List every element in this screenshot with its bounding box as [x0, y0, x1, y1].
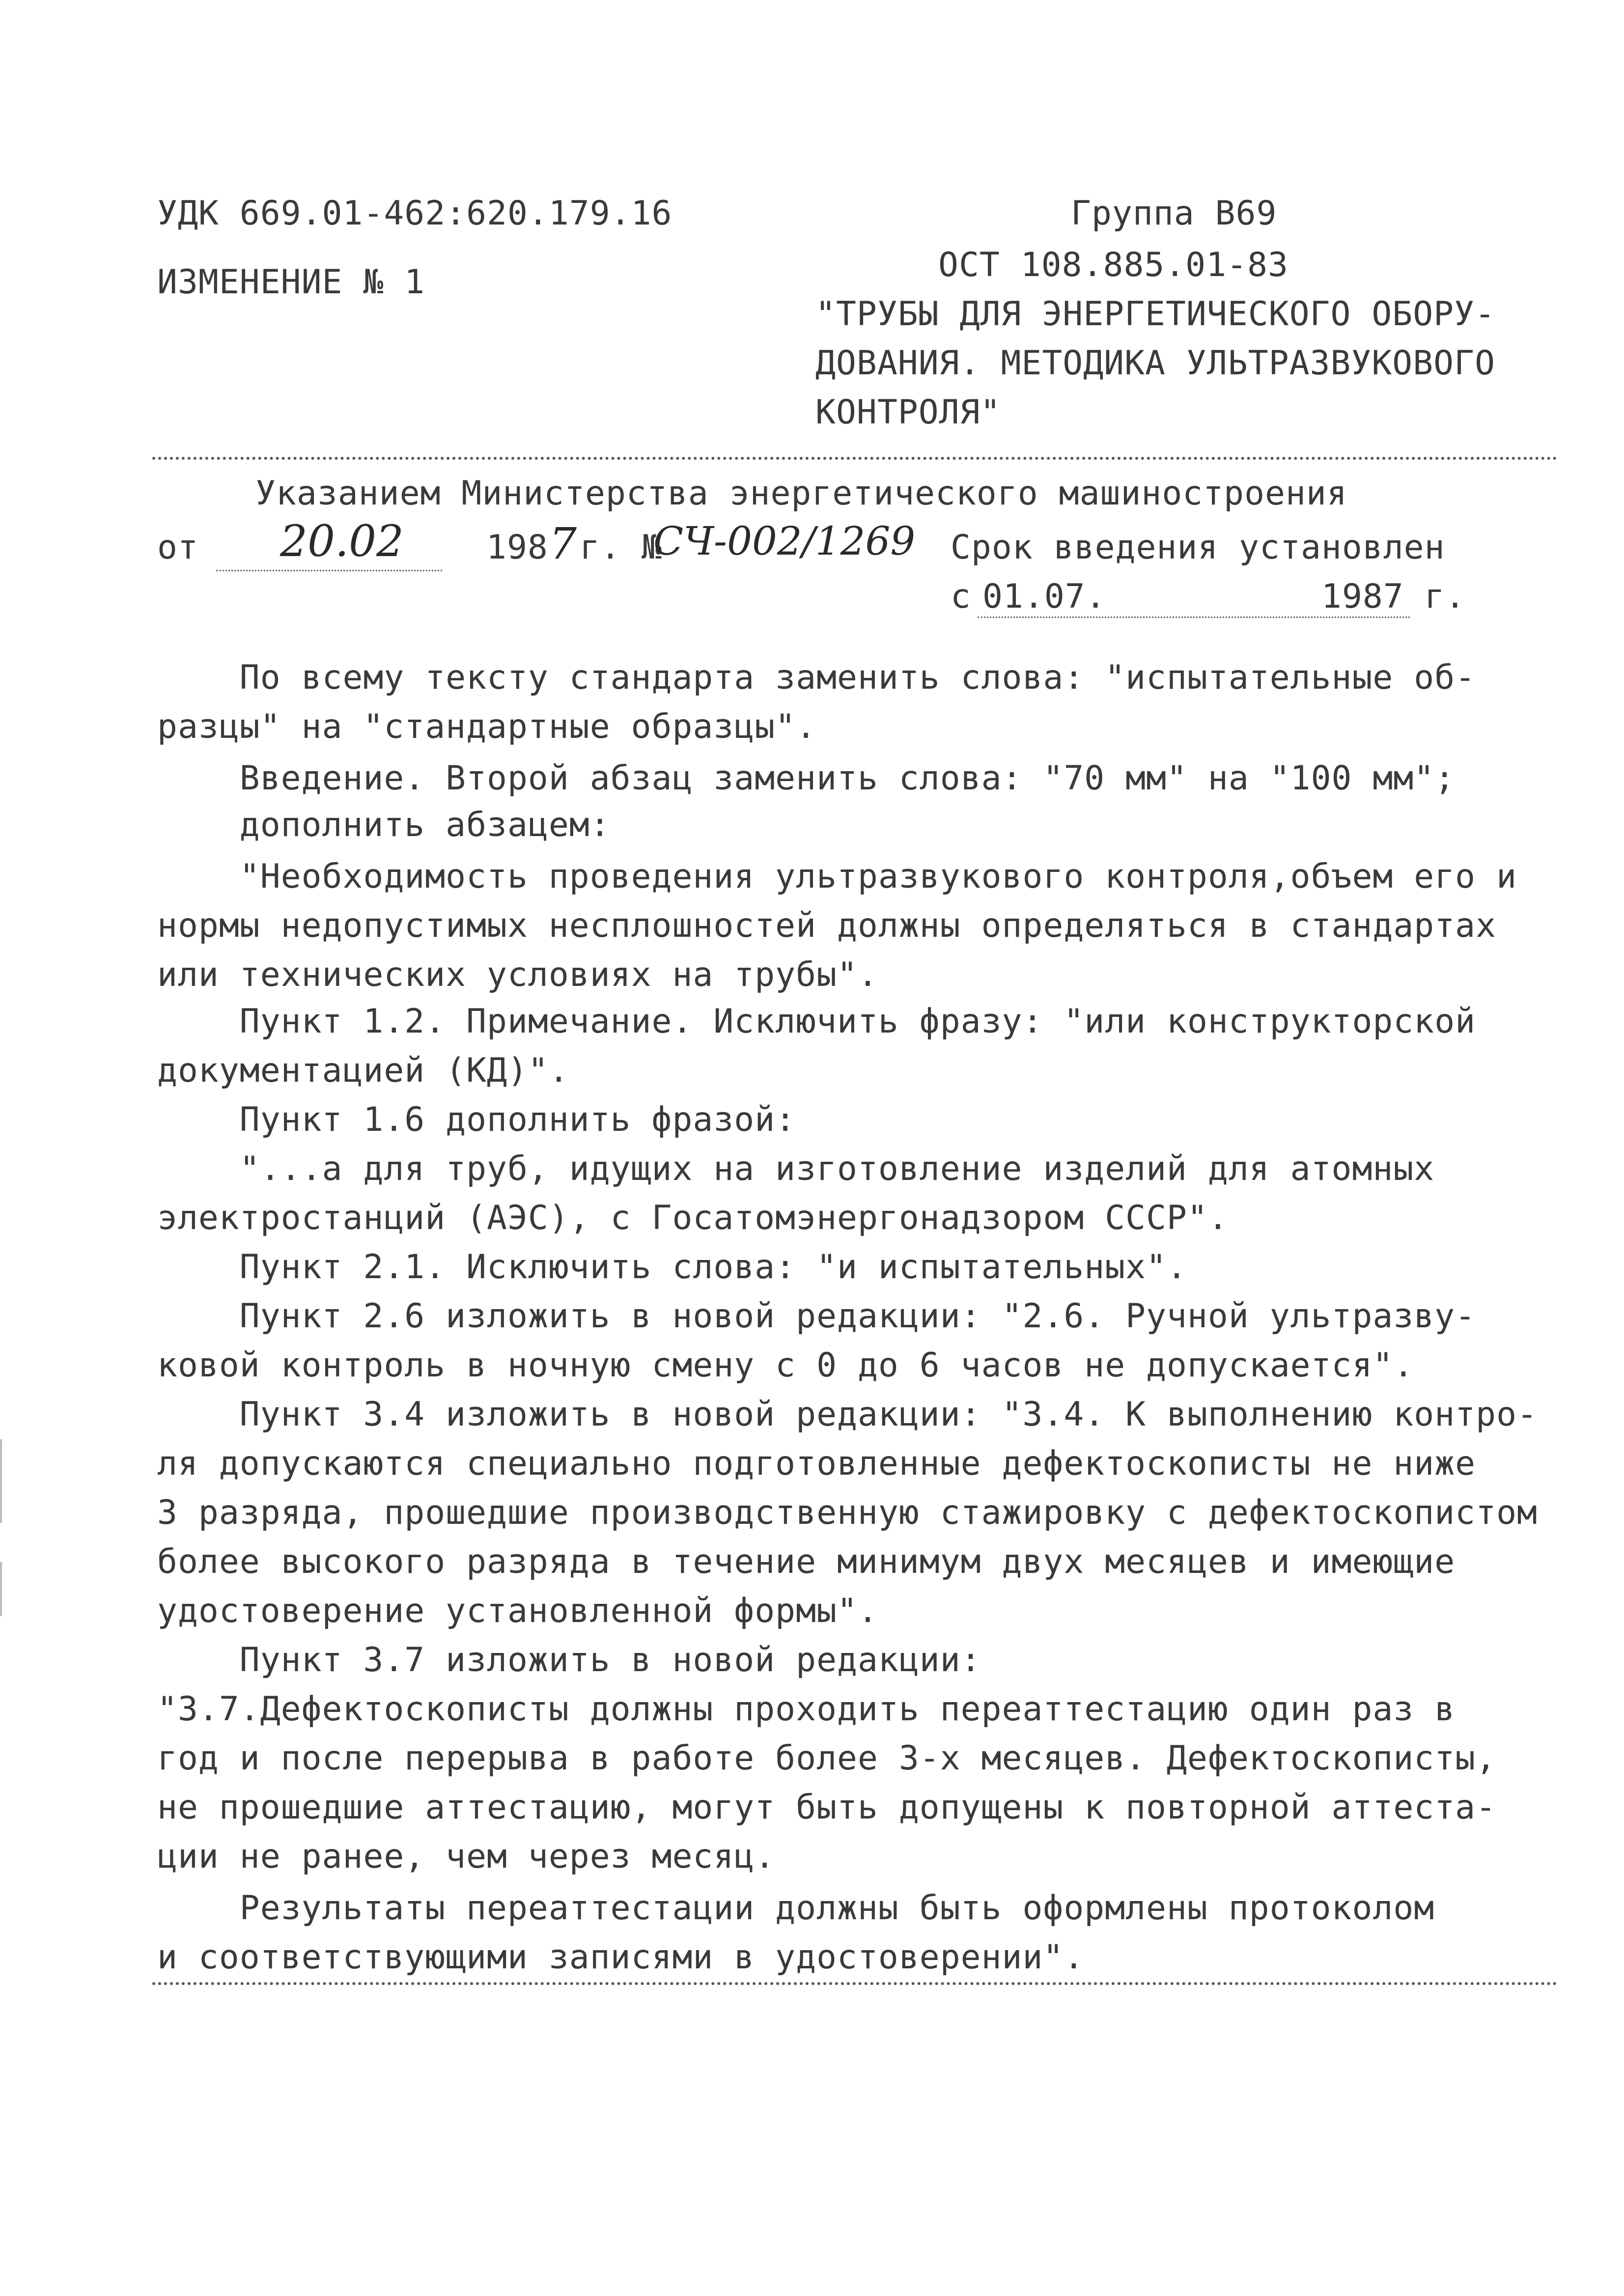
body-line: Пункт 1.2. Примечание. Исключить фразу: "или конструкторской [157, 1002, 1476, 1041]
body-line: По всему тексту стандарта заменить слова: "испытательные об- [157, 658, 1476, 697]
bottom-separator [152, 1982, 1557, 1985]
body-line: нормы недопустимых несплошностей должны определяться в стандартах [157, 906, 1497, 945]
body-line: удостоверение установленной формы". [157, 1592, 878, 1630]
body-line: "Необходимость проведения ультразвукового контроля,объем его и [157, 857, 1517, 896]
body-line: Пункт 2.6 изложить в новой редакции: "2.6. Ручной ультразву- [157, 1297, 1476, 1336]
handwritten-date: 20.02 [280, 516, 404, 566]
body-line: "...а для труб, идущих на изготовление изделий для атомных [157, 1149, 1435, 1188]
effective-underline [978, 616, 1410, 618]
body-line: Пункт 2.1. Исключить слова: "и испытательных". [157, 1248, 1187, 1287]
directive-line: Указанием Министерства энергетического машиностроения [255, 474, 1347, 513]
handwritten-year-digit: 7 [549, 518, 577, 569]
year-prefix: 198 [486, 528, 548, 567]
date-underline [216, 570, 442, 571]
body-line: Введение. Второй абзац заменить слова: "70 мм" на "100 мм"; [157, 759, 1456, 798]
effective-label: Срок введения установлен [951, 528, 1445, 567]
standard-title-line: КОНТРОЛЯ" [815, 393, 1001, 432]
udk-code: УДК 669.01-462:620.179.16 [157, 194, 672, 233]
standard-title-line: "ТРУБЫ ДЛЯ ЭНЕРГЕТИЧЕСКОГО ОБОРУ- [815, 295, 1496, 334]
body-line: Пункт 3.4 изложить в новой редакции: "3.4. К выполнению контро- [157, 1395, 1538, 1434]
scan-edge-mark [0, 1439, 2, 1523]
body-line: документацией (КД)". [157, 1051, 569, 1090]
effective-year: 1987 г. [1321, 577, 1466, 616]
body-line: Пункт 3.7 изложить в новой редакции: [157, 1641, 981, 1680]
body-line: "3.7.Дефектоскописты должны проходить переаттестацию один раз в [157, 1690, 1456, 1729]
standard-number: ОСТ 108.885.01-83 [938, 246, 1288, 284]
body-line: 3 разряда, прошедшие производственную стажировку с дефектоскопистом [157, 1493, 1538, 1532]
body-line: разцы" на "стандартные образцы". [157, 707, 817, 746]
body-line: и соответствующими записями в удостоверении". [157, 1938, 1085, 1977]
body-line: или технических условиях на трубы". [157, 955, 878, 994]
group-code: Группа В69 [1071, 194, 1277, 233]
body-line: Результаты переаттестации должны быть оформлены протоколом [157, 1889, 1435, 1928]
from-label: от [157, 528, 198, 567]
top-separator [152, 457, 1557, 460]
body-line: год и после перерыва в работе более 3-х месяцев. Дефектоскописты, [157, 1739, 1497, 1778]
year-suffix: г. № [580, 528, 662, 567]
effective-prefix: с [951, 577, 971, 616]
body-line: ля допускаются специально подготовленные дефектоскописты не ниже [157, 1444, 1476, 1483]
body-line: не прошедшие аттестацию, могут быть допущены к повторной аттеста- [157, 1788, 1497, 1827]
body-line: более высокого разряда в течение минимум двух месяцев и имеющие [157, 1542, 1456, 1581]
body-line: Пункт 1.6 дополнить фразой: [157, 1100, 796, 1139]
change-number: ИЗМЕНЕНИЕ № 1 [157, 263, 425, 302]
effective-date: 01.07. [982, 577, 1106, 616]
handwritten-order-number: СЧ-002/1269 [653, 518, 916, 564]
body-line: ции не ранее, чем через месяц. [157, 1837, 776, 1876]
body-line: ковой контроль в ночную смену с 0 до 6 часов не допускается". [157, 1346, 1414, 1385]
standard-title-line: ДОВАНИЯ. МЕТОДИКА УЛЬТРАЗВУКОВОГО [815, 344, 1496, 383]
body-line: дополнить абзацем: [157, 806, 611, 844]
scan-edge-mark [0, 1562, 2, 1616]
body-line: электростанций (АЭС), с Госатомэнергонадзором СССР". [157, 1199, 1229, 1237]
